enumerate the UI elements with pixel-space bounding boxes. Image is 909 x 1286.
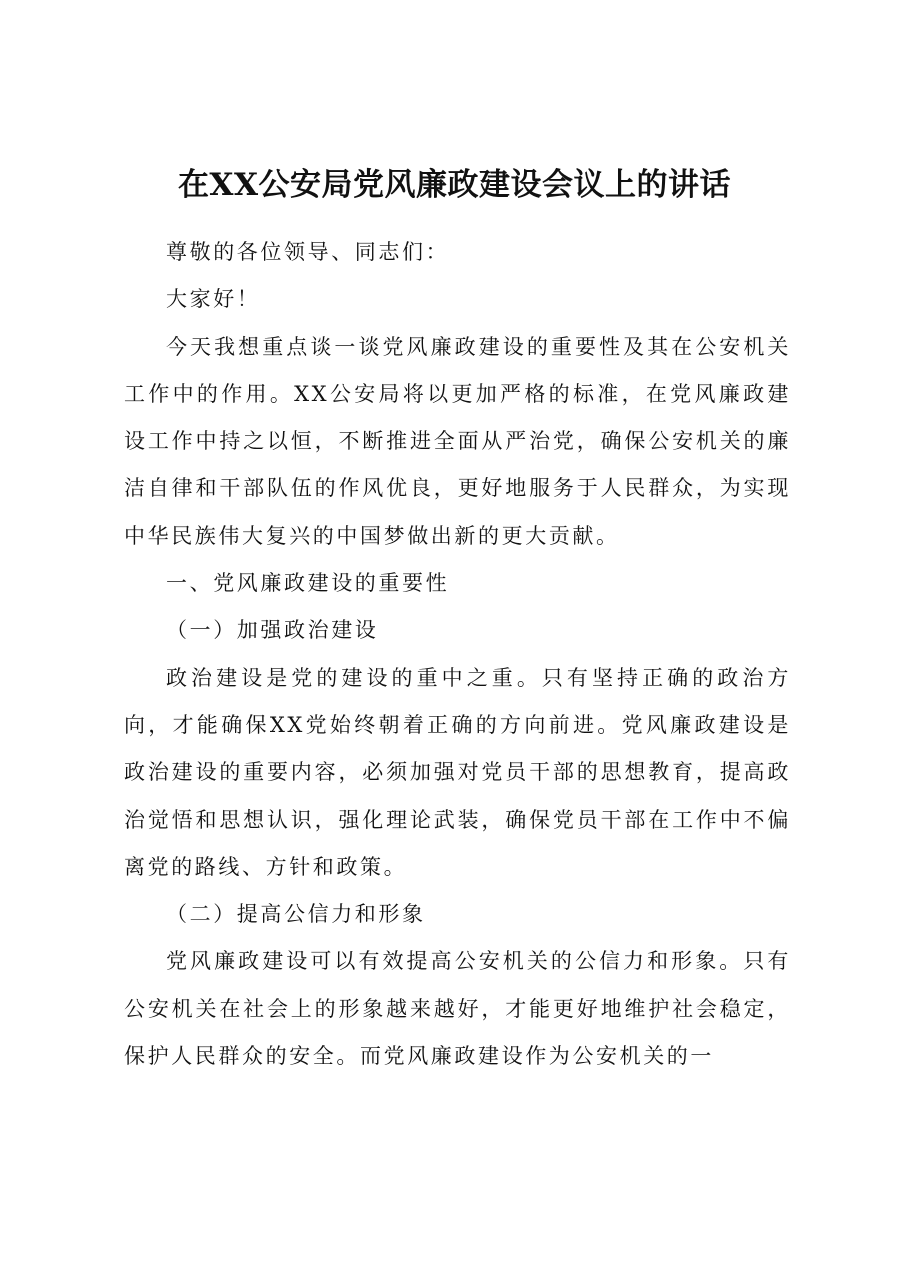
greeting: 大家好！ (166, 287, 261, 312)
subsection-heading-2: （二）提高公信力和形象 (166, 902, 426, 927)
section-heading-1: 一、党风廉政建设的重要性 (166, 571, 450, 596)
intro-paragraph: 今天我想重点谈一谈党风廉政建设的重要性及其在公安机关工作中的作用。XX公安局将以更加严格的标准，在党风廉政建设工作中持之以恒，不断推进全面从严治党，确保公安机关的廉洁自律和干部队伍的作风优良，更好地服务于人民群众，为实现中华民族伟大复兴的中国梦做出新的更大贡献。 (124, 334, 791, 548)
document-title: 在XX公安局党风廉政建设会议上的讲话 (177, 167, 732, 203)
paragraph-political-building: 政治建设是党的建设的重中之重。只有坚持正确的政治方向，才能确保XX党始终朝着正确的方向前进。党风廉政建设是政治建设的重要内容，必须加强对党员干部的思想教育，提高政治觉悟和思想认识，强化理论武装，确保党员干部在工作中不偏离党的路线、方针和政策。 (124, 665, 791, 879)
subsection-heading-1: （一）加强政治建设 (166, 618, 379, 643)
document-body (124, 229, 791, 1080)
paragraph-credibility: 党风廉政建设可以有效提高公安机关的公信力和形象。只有公安机关在社会上的形象越来越好，才能更好地维护社会稳定，保护人民群众的安全。而党风廉政建设作为公安机关的一 (124, 949, 791, 1069)
salutation: 尊敬的各位领导、同志们： (166, 240, 450, 264)
